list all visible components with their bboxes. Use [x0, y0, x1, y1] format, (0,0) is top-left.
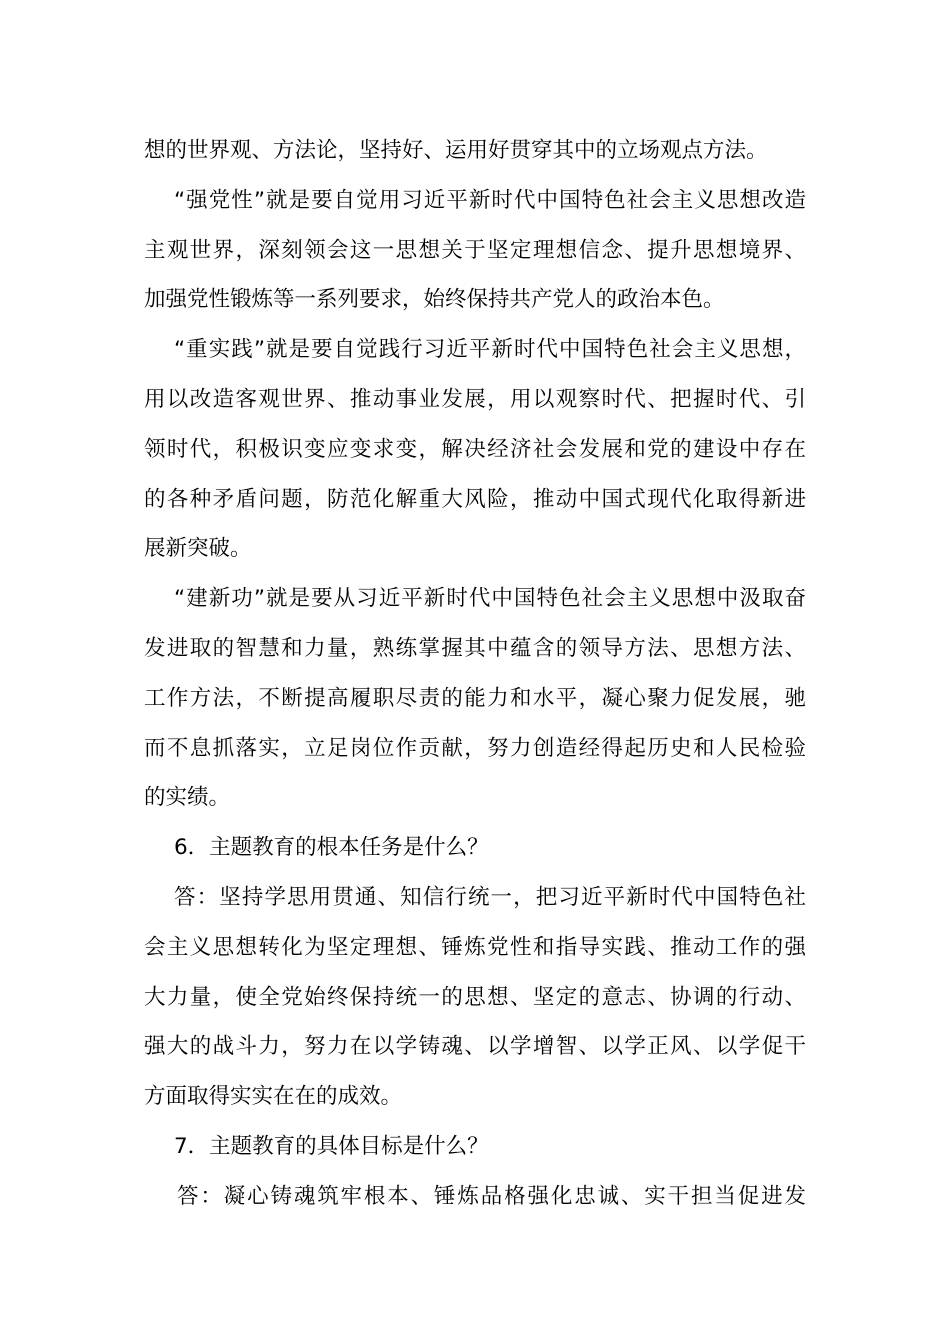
answer-6-paragraph: 答：坚持学思用贯通、知信行统一，把习近平新时代中国特色社 [174, 884, 806, 910]
paragraph-emphasize-practice: “重实践”就是要自觉践行习近平新时代中国特色社会主义思想， [174, 337, 806, 363]
text-line: 工作方法，不断提高履职尽责的能力和水平，凝心聚力促发展，驰 [144, 685, 806, 711]
text-line: 发进取的智慧和力量，熟练掌握其中蕴含的领导方法、思想方法、 [144, 635, 806, 661]
text-line: 展新突破。 [144, 536, 252, 562]
text-line: 主观世界，深刻领会这一思想关于坚定理想信念、提升思想境界、 [144, 237, 806, 263]
text-line: 领时代，积极识变应变求变，解决经济社会发展和党的建设中存在 [144, 436, 806, 462]
answer-7-paragraph: 答：凝心铸魂筑牢根本、锤炼品格强化忠诚、实干担当促进发 [177, 1183, 806, 1209]
question-6-heading: 6．主题教育的根本任务是什么？ [174, 835, 489, 861]
text-line: 想的世界观、方法论，坚持好、运用好贯穿其中的立场观点方法。 [144, 138, 768, 163]
paragraph-new-achievements: “建新功”就是要从习近平新时代中国特色社会主义思想中汲取奋 [174, 586, 806, 612]
question-7-heading: 7．主题教育的具体目标是什么？ [174, 1133, 489, 1159]
text-line: 用以改造客观世界、推动事业发展，用以观察时代、把握时代、引 [144, 386, 806, 412]
text-line: 的各种矛盾问题，防范化解重大风险，推动中国式现代化取得新进 [144, 486, 806, 512]
text-line: 加强党性锻炼等一系列要求，始终保持共产党人的政治本色。 [144, 287, 725, 313]
document-body [144, 126, 806, 1222]
text-line: 的实绩。 [144, 785, 231, 811]
text-line: 而不息抓落实，立足岗位作贡献，努力创造经得起历史和人民检验 [144, 735, 806, 761]
paragraph-strengthen-party-spirit: “强党性”就是要自觉用习近平新时代中国特色社会主义思想改造 [174, 187, 806, 213]
text-line: 会主义思想转化为坚定理想、锤炼党性和指导实践、推动工作的强 [144, 934, 806, 960]
text-line: 强大的战斗力，努力在以学铸魂、以学增智、以学正风、以学促干 [144, 1034, 806, 1060]
text-line: 方面取得实实在在的成效。 [144, 1084, 403, 1110]
text-line: 大力量，使全党始终保持统一的思想、坚定的意志、协调的行动、 [144, 984, 806, 1010]
